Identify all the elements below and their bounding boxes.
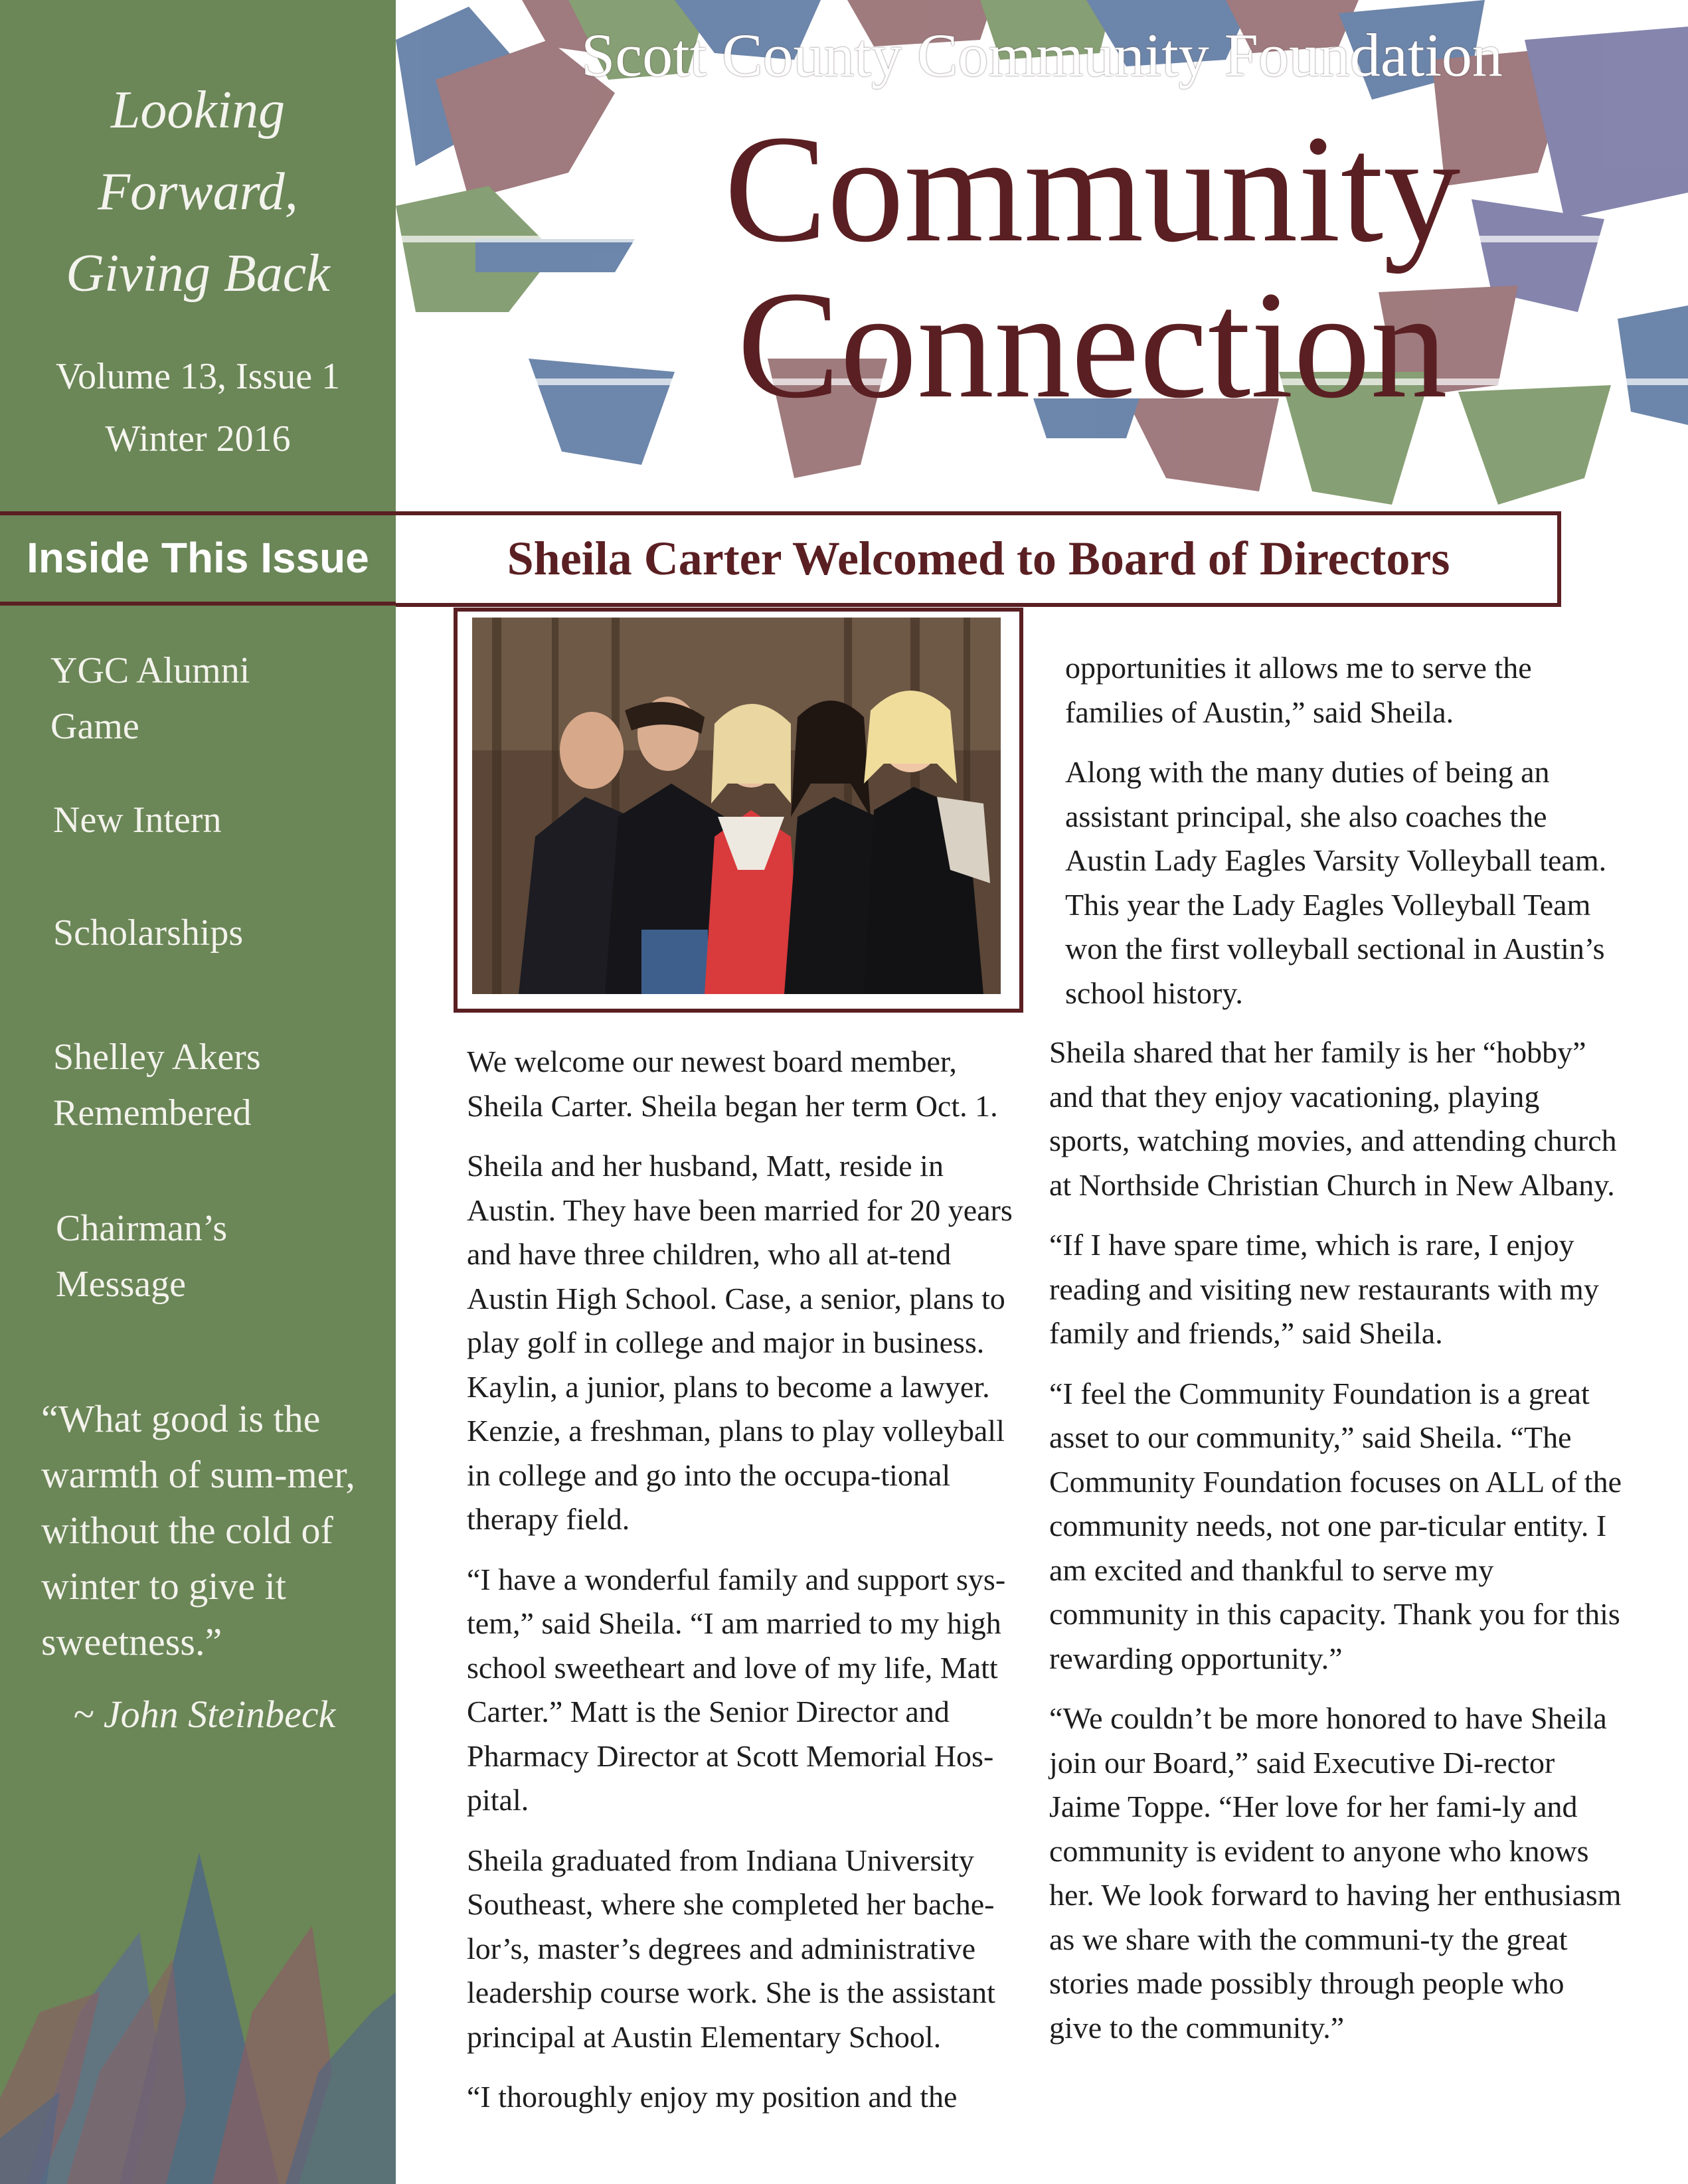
issue-season: Winter 2016 — [105, 418, 291, 460]
inside-issue-title: Inside This Issue — [27, 534, 369, 582]
tagline-line: Forward, — [98, 163, 298, 221]
article-column-2-top — [1065, 646, 1622, 1031]
toc-item-label: Game — [50, 706, 139, 747]
article-paragraph: opportunities it allows me to serve the families of Austin,” said Sheila. — [1065, 651, 1532, 729]
article-paragraph: “I thoroughly enjoy my position and the — [467, 2080, 958, 2114]
quote-author: ~ John Steinbeck — [73, 1693, 336, 1736]
tagline-line: Giving Back — [66, 244, 330, 303]
article-headline: Sheila Carter Welcomed to Board of Directors — [507, 532, 1450, 585]
masthead-title-line1: Community — [724, 104, 1461, 274]
article-column-1 — [467, 1040, 1030, 2136]
toc-item-ygc-alumni-game[interactable] — [50, 643, 369, 754]
toc-item-label: Chairman’s — [56, 1208, 228, 1249]
toc-item-label: Remembered — [53, 1092, 252, 1134]
article-paragraph: Along with the many duties of being an assistant principal, she also coaches the Austin Lady Eagles Varsity Volleyball team. This year the Lady Eagles Volleyball Team won the first volleyball sectional in Austin’s school history. — [1065, 755, 1607, 1010]
family-photo — [472, 618, 1001, 994]
toc-item-label: Scholarships — [53, 912, 244, 954]
toc-item-label: New Intern — [53, 799, 222, 841]
tagline-line: Looking — [110, 81, 286, 139]
article-paragraph: Sheila graduated from Indiana University Southeast, where she completed her bache-lor’s, master’s degrees and administrative leadership course work. She is the assistant principal at Austin Elementary School. — [467, 1843, 995, 2054]
article-paragraph: Sheila shared that her family is her “hobby” and that they enjoy vacationing, playing sports, watching movies, and attending church at Northside Christian Church in New Albany. — [1049, 1035, 1617, 1202]
article-paragraph: “I feel the Community Foundation is a great asset to our community,” said Sheila. “The Community Foundation focuses on ALL of the community needs, not one par-ticular entity. I am excited and thankful to serve my community in this capacity. Thank you for this rewarding opportunity.” — [1049, 1376, 1622, 1675]
tagline — [0, 70, 396, 315]
article-paragraph: “We couldn’t be more honored to have Sheila join our Board,” said Executive Di-rector Jaime Toppe. “Her love for her fami-ly and community is evident to anyone who knows her. We look forward to having her enthusiasm as we share with the communi-ty the great stories made possibly through people who give to the community.” — [1049, 1701, 1622, 2045]
sidebar-quote: “What good is the warmth of sum-mer, without the cold of winter to give it sweetness.” — [41, 1397, 355, 1663]
toc-item-scholarships[interactable] — [53, 905, 372, 961]
toc-item-shelley-akers[interactable] — [53, 1029, 372, 1141]
volume-issue: Volume 13, Issue 1 — [55, 356, 341, 397]
leaf-decoration-icon — [0, 1793, 396, 2184]
organization-name: Scott County Community Foundation — [581, 21, 1503, 89]
masthead-title-line2: Connection — [737, 260, 1448, 430]
issue-info — [0, 345, 396, 470]
article-paragraph: “I have a wonderful family and support sys-tem,” said Sheila. “I am married to my high school sweetheart and love of my life, Matt Carter.” Matt is the Senior Director and Pharmacy Director at Scott Memorial Hos-pital. — [467, 1562, 1006, 1817]
toc-item-label: Shelley Akers — [53, 1037, 261, 1078]
article-paragraph: We welcome our newest board member, Sheila Carter. Sheila began her term Oct. 1. — [467, 1045, 998, 1123]
article-column-2-bottom — [1049, 1031, 1622, 2066]
toc-item-chairmans-message[interactable] — [56, 1201, 375, 1312]
toc-item-label: YGC Alumni — [50, 650, 250, 691]
article-paragraph: Sheila and her husband, Matt, reside in Austin. They have been married for 20 years and have three children, who all at-tend Austin High School. Case, a senior, plans to play golf in college and major in business. Kaylin, a junior, plans to become a lawyer. Kenzie, a freshman, plans to play volleyball in college and go into the occupa-tional therapy field. — [467, 1149, 1013, 1536]
article-paragraph: “If I have spare time, which is rare, I enjoy reading and visiting new restaurants with my family and friends,” said Sheila. — [1049, 1228, 1599, 1350]
toc-item-label: Message — [56, 1264, 186, 1305]
family-photo-image — [472, 618, 1001, 994]
toc-item-new-intern[interactable] — [53, 792, 372, 848]
